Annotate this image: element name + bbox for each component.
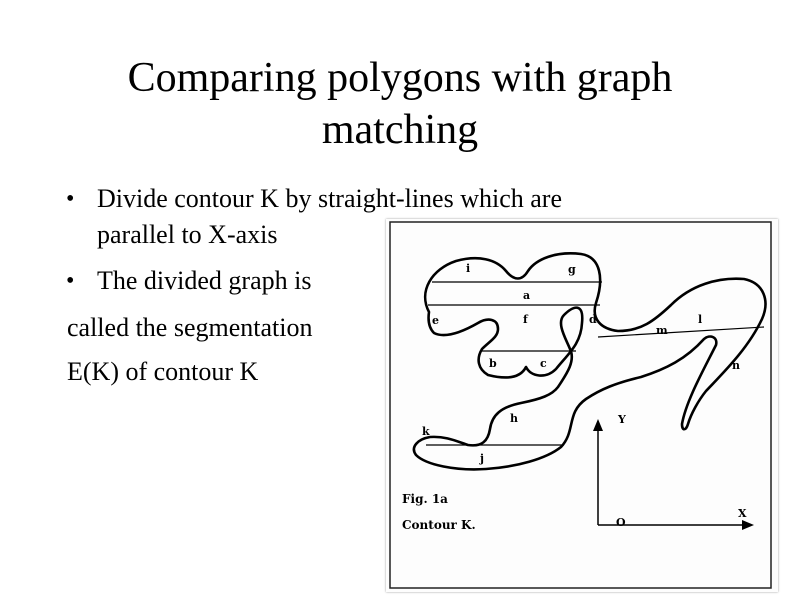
axis-label-x: X [738,507,747,520]
contour-k-outline [414,253,765,469]
contour-diagram [386,219,778,592]
axis-label-y: Y [618,413,626,426]
region-label-k: k [422,425,430,438]
region-label-e: e [432,314,439,327]
slide-title [0,52,800,156]
contour-figure [386,219,778,592]
region-label-a: a [523,289,531,302]
figure-caption-line-2: Contour K. [402,518,476,532]
region-label-g: g [568,263,576,276]
region-label-j: j [480,452,484,465]
region-label-n: n [732,359,740,372]
region-label-h: h [510,412,518,425]
body-line-2: E(K) of contour K [67,357,259,386]
region-label-f: f [523,313,528,326]
region-label-m: m [656,324,668,337]
region-label-i: i [466,262,471,275]
y-axis-arrowhead [593,419,603,431]
bullet-text: The divided graph is [97,266,312,295]
region-label-d: d [589,313,597,326]
bullet-dot: • [66,268,75,294]
bullet-text: parallel to X-axis [97,220,278,249]
region-label-c: c [540,357,547,370]
title-line-2: matching [321,107,479,153]
bullet-dot: • [66,186,75,212]
region-label-b: b [489,357,497,370]
region-label-l: l [698,313,703,326]
origin-label: O [616,516,626,529]
title-line-1: Comparing polygons with graph [127,55,673,101]
body-line-1: called the segmentation [67,313,313,342]
x-axis-arrowhead [742,520,754,530]
figure-caption-line-1: Fig. 1a [402,492,448,506]
bullet-text: Divide contour K by straight-lines which are [97,184,562,213]
